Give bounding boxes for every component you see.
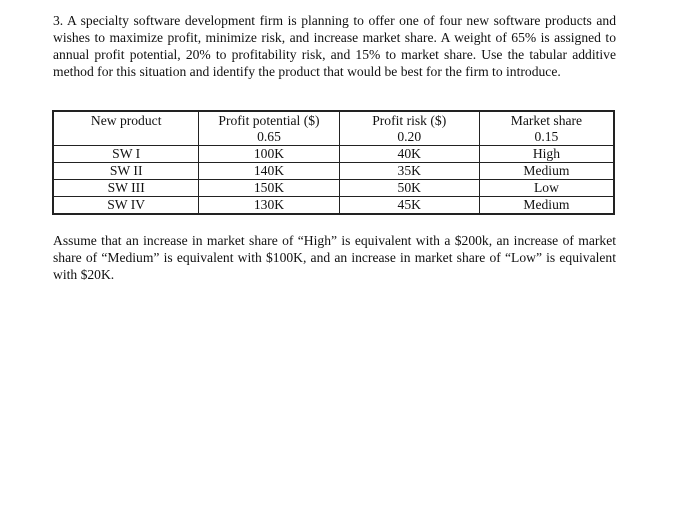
cell-product: SW III (53, 180, 199, 197)
cell-share: Medium (479, 163, 614, 180)
cell-risk: 40K (339, 146, 479, 163)
cell-share: Low (479, 180, 614, 197)
cell-risk: 50K (339, 180, 479, 197)
header-label: Market share (510, 113, 583, 128)
cell-profit: 100K (199, 146, 339, 163)
header-label: Profit potential ($) (218, 113, 320, 128)
header-label: New product (90, 113, 162, 128)
header-profit-risk (339, 111, 479, 146)
products-table (52, 110, 615, 215)
cell-profit: 150K (199, 180, 339, 197)
header-weight: 0.65 (257, 129, 281, 144)
cell-product: SW I (53, 146, 199, 163)
cell-profit: 140K (199, 163, 339, 180)
cell-profit: 130K (199, 197, 339, 215)
table-row (53, 146, 614, 163)
header-weight: 0.15 (534, 129, 559, 144)
cell-share: Medium (479, 197, 614, 215)
header-label: Profit risk ($) (372, 113, 447, 128)
header-market-share (479, 111, 614, 146)
cell-share: High (479, 146, 614, 163)
header-new-product (53, 111, 199, 146)
cell-product: SW II (53, 163, 199, 180)
problem-statement: 3. A specialty software development firm is planning to offer one of four new software products and wishes to maximize profit, minimize risk, and increase market share. A weight of 65% is assigned to annual profit potential, 20% to profitability risk, and 15% to market share. Use the tabular additive method for this situation and identify the product that would be best for the firm to introduce. (53, 13, 616, 79)
table-row (53, 180, 614, 197)
table-header-row (53, 111, 614, 146)
header-weight: 0.20 (397, 129, 422, 144)
cell-risk: 45K (339, 197, 479, 215)
cell-product: SW IV (53, 197, 199, 215)
assumption-note: Assume that an increase in market share of “High” is equivalent with a $200k, an increase of market share of “Medium” is equivalent with $100K, and an increase in market share of “Low” is equivalent with $20K. (53, 233, 616, 282)
table-row (53, 197, 614, 215)
table-row (53, 163, 614, 180)
header-profit-potential (199, 111, 339, 146)
cell-risk: 35K (339, 163, 479, 180)
